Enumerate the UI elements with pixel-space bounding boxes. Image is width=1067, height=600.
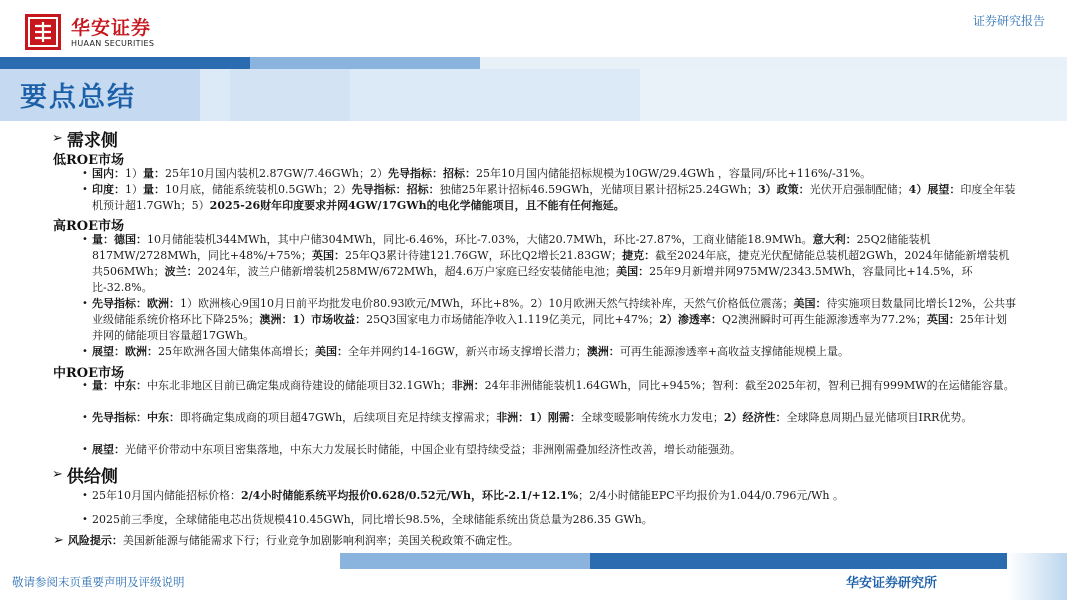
arrow-bullet-icon: ➢: [52, 131, 63, 146]
header: [0, 0, 1067, 60]
brand-name-en: HUAAN SECURITIES: [71, 38, 155, 48]
supply-item-shipment: • 2025前三季度，全球储能电芯出货规模410.45GWh，同比增长98.5%，全球储能系统出货总量为286.35 GWh。: [82, 513, 653, 526]
brand-name-cn: 华安证券: [71, 16, 152, 39]
risk-warning: ➢ 风险提示：美国新能源与储能需求下行；行业竞争加剧影响利润率；美国关税政策不确定性。: [53, 533, 519, 548]
footer-band: [0, 553, 1067, 569]
brand-logo: [25, 14, 154, 50]
huaan-logo-icon: [25, 14, 61, 50]
high-roe-item-outlook: • 展望：欧洲：25年欧洲各国大储集体高增长；美国：全年并网约14-16GW，新兴市场支撑增长潜力；澳洲：可再生能源渗透率+高收益支撑储能规模上量。: [82, 345, 850, 358]
supply-item-price: • 25年10月国内储能招标价格：2/4小时储能系统平均报价0.628/0.52元/Wh，环比-2.1/+12.1%；2/4小时储能EPC平均报价为1.044/0.796元/Wh 。: [82, 489, 844, 502]
mid-roe-item-outlook: • 展望：光储平价带动中东项目密集落地，中东大力发展长时储能，中国企业有望持续受益；非洲刚需叠加经济性改善，增长动能强劲。: [82, 443, 741, 456]
arrow-bullet-icon: ➢: [53, 533, 64, 548]
mid-roe-item-volume: • 量：中东：中东北非地区目前已确定集成商待建设的储能项目32.1GWh；非洲：24年非洲储能装机1.64GWh，同比+945%；智利：截至2025年初，智利已拥有999MW的在运储能容量。: [82, 379, 1015, 392]
report-type-label: 证券研究报告: [972, 14, 1045, 28]
high-roe-item-volume: • 量：德国：10月储能装机344MWh，其中户储304MWh，同比-6.46%，环比-7.03%，大储20.7MWh，环比-27.87%，工商业储能18.9MWh。意大利：25Q2储能装机817MW/2728MWh，同比+48%/+75%；英国：25年Q3累计待建121.76GW，环比Q2增长21.83GW；捷克：截至2024年底，捷克光伏配储能总装机超2GWh，2024年储能新增装机共506MWh；波兰：2024年，波兰户储新增装机258MW/672MWh，超4.6万户家庭已经安装储能电池；美国：25年9月新增并网975MW/2343.5MWh，容量同比+14.5%，环比-32.8%。: [82, 233, 1010, 294]
high-roe-item-leading: • 先导指标：欧洲：1）欧洲核心9国10月日前平均批发电价80.93欧元/MWh，环比+8%。2）10月欧洲天然气持续补库，天然气价格低位震荡；美国：待实施项目数量同比增长12%，公共事业级储能系统价格环比下降25%；澳洲：1）市场收益：25Q3国家电力市场储能净收入1.119亿美元，同比+47%；2）渗透率：Q2澳洲瞬时可再生能源渗透率为77.2%；英国：25年计划并网的储能项目容量超17GWh。: [82, 297, 1016, 342]
title-band: [0, 57, 1067, 121]
footer-decoration: [1007, 553, 1067, 600]
disclaimer-note: 敬请参阅末页重要声明及评级说明: [12, 575, 185, 589]
high-roe-heading: 高ROE市场: [53, 219, 125, 234]
demand-heading: ➢ 需求侧: [52, 131, 118, 151]
mid-roe-item-leading: • 先导指标：中东：即将确定集成商的项目超47GWh，后续项目充足持续支撑需求；非洲：1）刚需：全球变暖影响传统水力发电；2）经济性：全球降息周期凸显光储项目IRR优势。: [82, 411, 973, 424]
arrow-bullet-icon: ➢: [52, 467, 63, 482]
page-title: 要点总结: [20, 82, 136, 113]
institute-name: 华安证券研究所: [845, 576, 937, 591]
mid-roe-heading: 中ROE市场: [53, 366, 125, 381]
low-roe-item-domestic: • 国内：1）量：25年10月国内装机2.87GW/7.46GWh；2）先导指标：招标：25年10月国内储能招标规模为10GW/29.4GWh ，容量同/环比+116%/-31%。: [82, 167, 872, 180]
low-roe-heading: 低ROE市场: [53, 153, 125, 168]
low-roe-item-india: • 印度：1）量：10月底，储能系统装机0.5GWh；2）先导指标：招标：独储25年累计招标46.59GWh，光储项目累计招标25.24GWh；3）政策：光伏开启强制配储；4）展望：印度全年装机预计超1.7GWh；5）2025-26财年印度要求并网4GW/17GWh的电化学储能项目，且不能有任何拖延。: [82, 183, 1016, 212]
supply-heading: ➢ 供给侧: [52, 467, 118, 487]
